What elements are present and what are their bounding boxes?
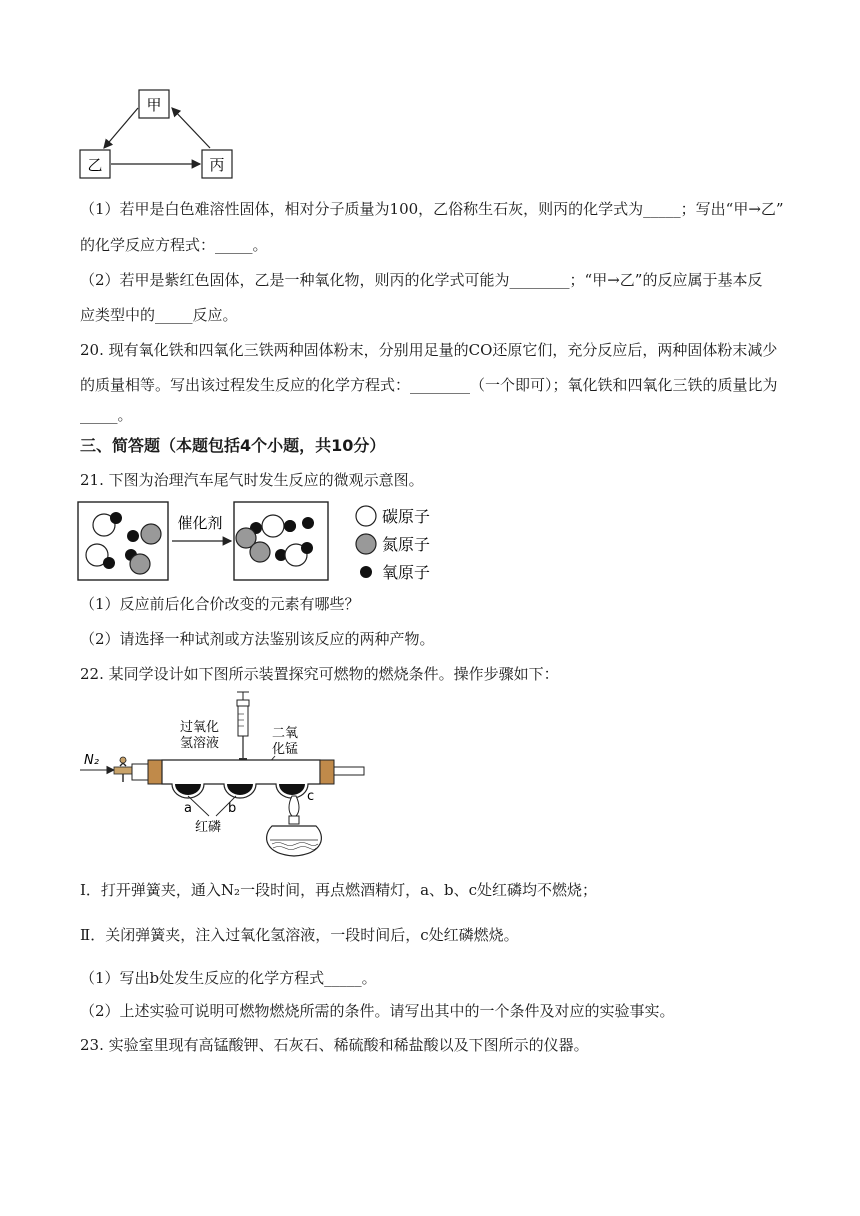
legend-nitrogen <box>356 534 430 554</box>
spring-clip <box>114 757 132 782</box>
arrow-bing-jia <box>172 108 210 148</box>
q20-line3: _____。 <box>80 406 133 424</box>
q22-apparatus-diagram <box>76 688 376 868</box>
q21-micro-diagram <box>76 496 448 590</box>
label-b: b <box>228 801 237 816</box>
legend-nitrogen-label: 氮原子 <box>382 535 431 554</box>
q23-intro: 23. 实验室里现有高锰酸钾、石灰石、稀硫酸和稀盐酸以及下图所示的仪器。 <box>80 1036 589 1054</box>
mno2-label-2: 化锰 <box>272 742 299 757</box>
q22-sub1: （1）写出b处发生反应的化学方程式_____。 <box>80 969 377 987</box>
q22-intro: 22. 某同学设计如下图所示装置探究可燃物的燃烧条件。操作步骤如下： <box>80 665 559 683</box>
q20-line2: 的质量相等。写出该过程发生反应的化学方程式：________（一个即可）；氧化铁和四氧化三铁的质量比为 <box>80 376 778 394</box>
alcohol-lamp <box>267 796 322 856</box>
section3-title: 三、简答题（本题包括4个小题，共10分） <box>80 436 386 455</box>
n2-label: N₂ <box>84 753 99 768</box>
jia-label: 甲 <box>146 96 162 114</box>
legend-oxygen <box>360 563 430 582</box>
q22-step1: Ⅰ．打开弹簧夹，通入N₂一段时间，再点燃酒精灯，a、b、c处红磷均不燃烧； <box>80 881 598 899</box>
arrow-jia-yi <box>104 108 138 148</box>
syringe <box>237 692 249 764</box>
yi-label: 乙 <box>87 156 103 174</box>
q22-sub2: （2）上述实验可说明可燃物燃烧所需的条件。请写出其中的一个条件及对应的实验事实。 <box>80 1002 675 1020</box>
reaction-tube <box>132 760 364 798</box>
legend-carbon-label: 碳原子 <box>382 507 431 526</box>
mno2-label-1: 二氧 <box>272 726 299 741</box>
q20-line1: 20. 现有氧化铁和四氧化三铁两种固体粉末，分别用足量的CO还原它们，充分反应后，两种固体粉末减少 <box>80 341 778 359</box>
q19-part2-line1: （2）若甲是紫红色固体，乙是一种氧化物，则丙的化学式可能为________；“甲→乙”的反应属于基本反 <box>80 271 763 289</box>
catalyst-label: 催化剂 <box>177 514 223 532</box>
red-phosphorus-label: 红磷 <box>195 820 222 835</box>
q19-part1-line1: （1）若甲是白色难溶性固体，相对分子质量为100，乙俗称生石灰，则丙的化学式为_____；写出“甲→乙” <box>80 200 784 218</box>
h2o2-label-2: 氢溶液 <box>180 736 220 751</box>
cycle-diagram <box>76 88 240 184</box>
q21-intro: 21. 下图为治理汽车尾气时发生反应的微观示意图。 <box>80 471 424 489</box>
q21-sub2: （2）请选择一种试剂或方法鉴别该反应的两种产物。 <box>80 630 435 648</box>
q19-part2-line2: 应类型中的_____反应。 <box>80 306 238 324</box>
q21-sub1: （1）反应前后化合价改变的元素有哪些？ <box>80 595 360 613</box>
bing-label: 丙 <box>209 156 225 174</box>
q22-step2: Ⅱ．关闭弹簧夹，注入过氧化氢溶液，一段时间后，c处红磷燃烧。 <box>80 926 519 944</box>
h2o2-label-1: 过氧化 <box>180 720 220 735</box>
legend-oxygen-label: 氧原子 <box>382 563 431 582</box>
label-a: a <box>184 801 192 816</box>
q19-part1-line2: 的化学反应方程式：_____。 <box>80 236 268 254</box>
label-c: c <box>307 789 315 804</box>
legend-carbon <box>356 506 430 526</box>
